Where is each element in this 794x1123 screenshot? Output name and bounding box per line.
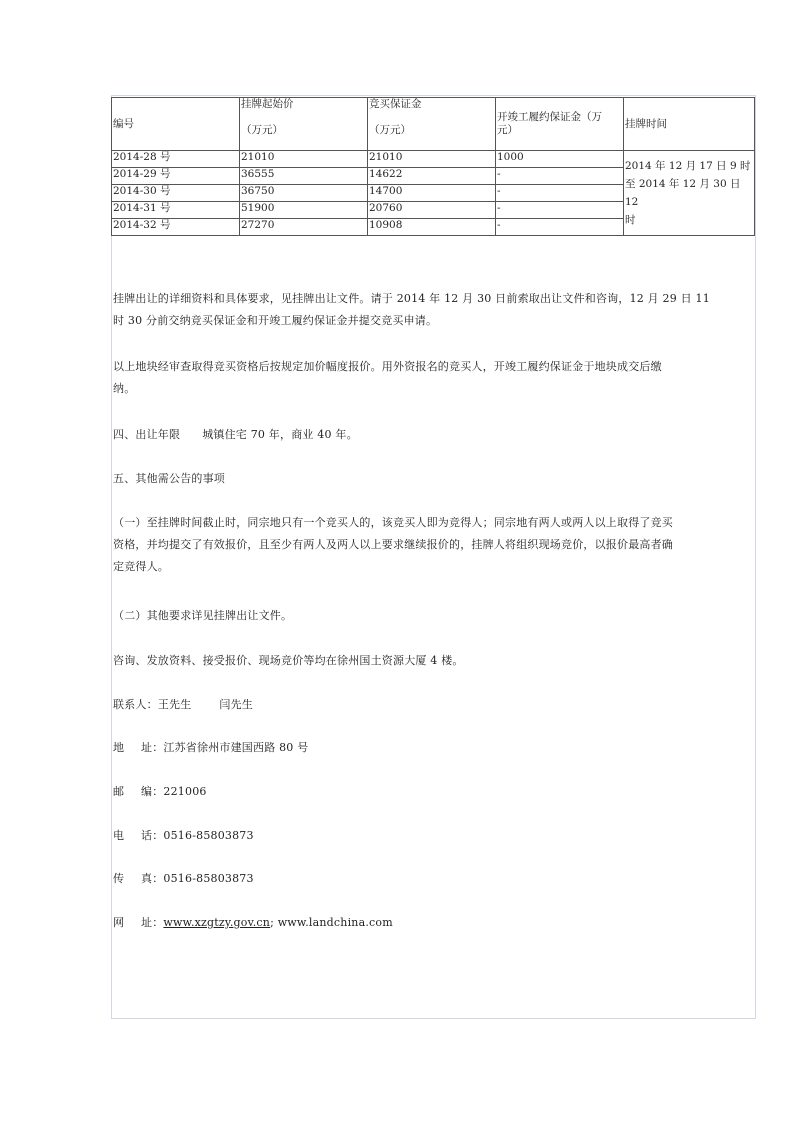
cell-perf: - bbox=[496, 219, 624, 236]
address-line bbox=[113, 737, 753, 759]
table-row bbox=[112, 151, 755, 168]
header-start-price-line1: 挂牌起始价 bbox=[241, 98, 294, 110]
paragraph-line: 资格，并均提交了有效报价，且至少有两人及两人以上要求继续报价的，挂牌人将组织现场竞价，以报价最高者确 bbox=[113, 538, 673, 551]
contact-2: 闫先生 bbox=[219, 698, 254, 711]
cell-deposit: 14700 bbox=[368, 185, 496, 202]
header-perf-line2: 元） bbox=[497, 124, 518, 136]
website-landchina: www.landchina.com bbox=[277, 916, 393, 929]
header-perf-line1: 开竣工履约保证金（万 bbox=[497, 111, 602, 123]
paragraph-line: 定竞得人。 bbox=[113, 560, 169, 573]
cell-id: 2014-30 号 bbox=[112, 185, 240, 202]
website-line bbox=[113, 912, 753, 934]
phone-label-b: 话： bbox=[141, 829, 164, 842]
section-5-item-1 bbox=[113, 512, 753, 578]
section-4 bbox=[113, 424, 753, 446]
fax-value: 0516-85803873 bbox=[163, 872, 254, 885]
cell-deposit: 20760 bbox=[368, 202, 496, 219]
paragraph-line: 纳。 bbox=[113, 382, 136, 395]
cell-listing-time bbox=[624, 151, 755, 236]
consult-info: 咨询、发放资料、接受报价、现场竞价等均在徐州国土资源大厦 4 楼。 bbox=[113, 654, 464, 667]
paragraph-line: （一）至挂牌时间截止时，同宗地只有一个竞买人的，该竞买人即为竞得人；同宗地有两人或两人以上取得了竞买 bbox=[113, 516, 673, 529]
section-4-title: 四、出让年限 bbox=[113, 428, 181, 441]
cell-id: 2014-28 号 bbox=[112, 151, 240, 168]
cell-deposit: 10908 bbox=[368, 219, 496, 236]
cell-perf: 1000 bbox=[496, 151, 624, 168]
postcode-label-b: 编： bbox=[141, 785, 164, 798]
section-5-title: 五、其他需公告的事项 bbox=[113, 472, 225, 485]
address-label-a: 地 bbox=[113, 741, 125, 754]
website-link-xzgtzy[interactable]: www.xzgtzy.gov.cn bbox=[163, 916, 271, 929]
cell-deposit: 21010 bbox=[368, 151, 496, 168]
listing-time-line3: 时 bbox=[625, 214, 636, 226]
phone-line bbox=[113, 825, 753, 847]
cell-id: 2014-32 号 bbox=[112, 219, 240, 236]
web-label-a: 网 bbox=[113, 916, 125, 929]
web-label-b: 址： bbox=[141, 916, 164, 929]
fax-line bbox=[113, 868, 753, 890]
listing-time-line2: 至 2014 年 12 月 30 日 12 bbox=[625, 178, 741, 208]
contact-label: 联系人： bbox=[113, 698, 158, 711]
header-deposit-line2: （万元） bbox=[369, 124, 411, 136]
section-5-item-2: （二）其他要求详见挂牌出让文件。 bbox=[113, 609, 293, 622]
cell-perf: - bbox=[496, 185, 624, 202]
cell-deposit: 14622 bbox=[368, 168, 496, 185]
section-4-text: 城镇住宅 70 年，商业 40 年。 bbox=[202, 428, 358, 441]
cell-id: 2014-31 号 bbox=[112, 202, 240, 219]
table-header-row bbox=[112, 98, 755, 151]
header-start-price bbox=[240, 98, 368, 151]
address-label-b: 址： bbox=[141, 741, 164, 754]
cell-id: 2014-29 号 bbox=[112, 168, 240, 185]
cell-price: 51900 bbox=[240, 202, 368, 219]
paragraph-line: 挂牌出让的详细资料和具体要求，见挂牌出让文件。请于 2014 年 12 月 30 日前索取出让文件和咨询，12 月 29 日 11 bbox=[113, 292, 710, 305]
paragraph-listing-details bbox=[113, 288, 753, 332]
contact-1: 王先生 bbox=[157, 698, 192, 711]
header-deposit bbox=[368, 98, 496, 151]
address-value: 江苏省徐州市建国西路 80 号 bbox=[163, 741, 309, 754]
cell-perf: - bbox=[496, 168, 624, 185]
postcode-label-a: 邮 bbox=[113, 785, 125, 798]
fax-label-b: 真： bbox=[141, 872, 164, 885]
phone-label-a: 电 bbox=[113, 829, 125, 842]
parcel-table bbox=[111, 97, 755, 236]
cell-price: 21010 bbox=[240, 151, 368, 168]
fax-label-a: 传 bbox=[113, 872, 125, 885]
postcode-line bbox=[113, 781, 753, 803]
header-start-price-line2: （万元） bbox=[241, 124, 283, 136]
contact-line bbox=[113, 694, 753, 716]
phone-value: 0516-85803873 bbox=[163, 829, 254, 842]
cell-price: 36555 bbox=[240, 168, 368, 185]
header-deposit-line1: 竞买保证金 bbox=[369, 98, 422, 110]
paragraph-bidding-rules bbox=[113, 356, 753, 400]
cell-perf: - bbox=[496, 202, 624, 219]
paragraph-line: 时 30 分前交纳竞买保证金和开竣工履约保证金并提交竞买申请。 bbox=[113, 314, 438, 327]
cell-price: 27270 bbox=[240, 219, 368, 236]
postcode-value: 221006 bbox=[163, 785, 207, 798]
header-id: 编号 bbox=[112, 98, 240, 151]
cell-price: 36750 bbox=[240, 185, 368, 202]
web-separator: ; bbox=[270, 916, 274, 929]
header-performance-deposit bbox=[496, 98, 624, 151]
paragraph-line: 以上地块经审查取得竞买资格后按规定加价幅度报价。用外资报名的竞买人，开竣工履约保证金于地块成交后缴 bbox=[113, 360, 662, 373]
listing-time-line1: 2014 年 12 月 17 日 9 时 bbox=[625, 160, 751, 172]
header-listing-time: 挂牌时间 bbox=[624, 98, 755, 151]
